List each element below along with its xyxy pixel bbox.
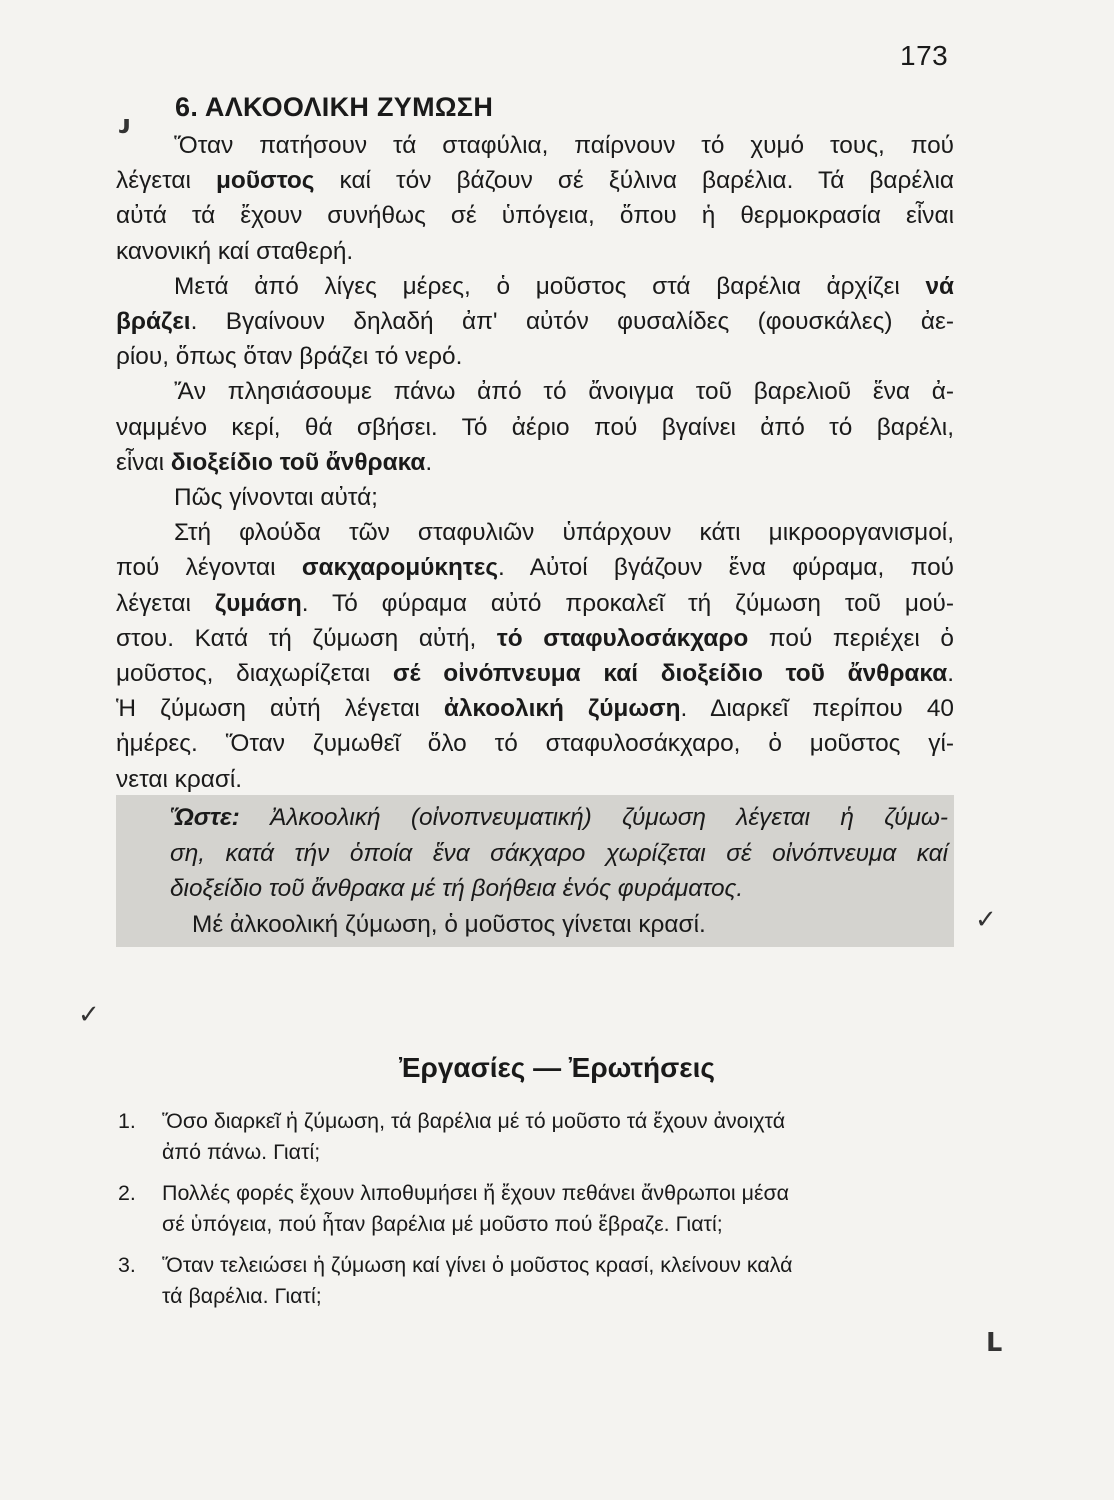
paragraph-1 (116, 128, 954, 269)
paragraph-3 (116, 374, 954, 480)
text-run: . Διαρκεῖ περίπου 40 (680, 695, 955, 723)
margin-check-mark: ✓ (975, 905, 997, 935)
term-saccharomycetes: σακχαρομύκητες (301, 554, 499, 582)
text-line (116, 691, 954, 726)
question-number: 3. (118, 1253, 136, 1277)
margin-check-mark: ᒪ (986, 1328, 1003, 1358)
text-run: Ἀλκοολική (οἰνοπνευματική) ζύμωση λέγεται ἡ ζύμω- (239, 804, 948, 831)
text-line: νεται κρασί. (116, 765, 243, 793)
question-item (118, 1106, 958, 1168)
text-line: ρίου, ὅπως ὅταν βράζει τό νερό. (116, 343, 463, 371)
margin-check-mark: ✓ (78, 1000, 100, 1030)
page-number: 173 (900, 40, 949, 71)
question-number: 2. (118, 1181, 136, 1205)
question-item (118, 1178, 958, 1240)
margin-check-mark: ᴊ (118, 110, 131, 140)
text-line (116, 586, 954, 621)
text-run: πού περιέχει ὁ (748, 624, 954, 652)
text-line: Πῶς γίνονται αὐτά; (174, 484, 378, 512)
term-alcoholic-fermentation: ἀλκοολική ζύμωση (443, 695, 681, 723)
text-run: λέγεται (116, 167, 216, 195)
term-na: νά (925, 272, 954, 300)
summary-text (170, 800, 948, 942)
text-line: Μέ ἀλκοολική ζύμωση, ὁ μοῦστος γίνεται κρασί. (192, 910, 706, 938)
question-item (118, 1250, 958, 1312)
term-co2: διοξείδιο τοῦ ἄνθρακα (170, 448, 426, 476)
text-line: Ὅταν πατήσουν τά σταφύλια, παίρνουν τό χυμό τους, πού (174, 132, 954, 159)
text-line: ση, κατά τήν ὁποία ἕνα σάκχαρο χωρίζεται σέ οἰνόπνευμα καί (170, 839, 948, 867)
text-run: μοῦστος, διαχωρίζεται (116, 660, 393, 688)
text-line: Πολλές φορές ἔχουν λιποθυμήσει ἤ ἔχουν πεθάνει ἄνθρωποι μέσα (162, 1181, 790, 1205)
text-line (116, 445, 954, 480)
text-line: αὐτά τά ἔχουν συνήθως σέ ὑπόγεια, ὅπου ἡ θερμοκρασία εἶναι (116, 202, 954, 230)
text-line: κανονική καί σταθερή. (116, 237, 354, 265)
text-line: τά βαρέλια. Γιατί; (162, 1284, 322, 1308)
text-run: εἶναι (116, 448, 171, 476)
text-line: ναμμένο κερί, θά σβήσει. Τό ἀέριο πού βγαίνει ἀπό τό βαρέλι, (116, 413, 954, 441)
text-run: στου. Κατά τή ζύμωση αὐτή, (116, 624, 497, 652)
text-run: λέγεται (116, 589, 215, 617)
body-text-top (116, 128, 954, 797)
paragraph-4 (116, 480, 954, 515)
text-run: . Αὐτοί βγάζουν ἕνα φύραμα, πού (498, 554, 954, 582)
text-line: Ὅταν τελειώσει ἡ ζύμωση καί γίνει ὁ μοῦστος κρασί, κλείνουν καλά (162, 1253, 793, 1277)
term-mustos: μοῦστος (216, 167, 315, 195)
term-grape-sugar: τό σταφυλοσάκχαρο (496, 624, 749, 652)
text-line: Ἄν πλησιάσουμε πάνω ἀπό τό ἄνοιγμα τοῦ βαρελιοῦ ἕνα ἀ- (174, 378, 954, 406)
text-line: διοξείδιο τοῦ ἄνθρακα μέ τή βοήθεια ἑνός φυράματος. (170, 875, 744, 902)
question-list (118, 1106, 958, 1322)
text-line (116, 163, 954, 198)
text-run: . Βγαίνουν δηλαδή ἀπ' αὐτόν φυσαλίδες (φουσκάλες) ἀε- (190, 308, 954, 336)
term-zymase: ζυμάση (214, 589, 302, 617)
text-line (116, 269, 954, 304)
text-line: ἀπό πάνω. Γιατί; (162, 1140, 321, 1164)
text-run: πού λέγονται (116, 554, 302, 582)
section-title: 6. ΑΛΚΟΟΛΙΚΗ ΖΥΜΩΣΗ (175, 92, 494, 122)
exercises-title: Ἐργασίες — Ἐρωτήσεις (399, 1052, 715, 1083)
term-vrazei: βράζει (116, 308, 191, 336)
text-line (116, 656, 954, 691)
text-run: καί τόν βάζουν σέ ξύλινα βαρέλια. Τά βαρέλια (314, 167, 954, 195)
question-number: 1. (118, 1109, 136, 1133)
text-run: . (425, 448, 433, 476)
text-line: σέ ὑπόγεια, πού ἦταν βαρέλια μέ μοῦστο πού ἔβραζε. Γιατί; (162, 1212, 723, 1236)
text-line (116, 304, 954, 339)
text-line: Στή φλούδα τῶν σταφυλιῶν ὑπάρχουν κάτι μικροοργανισμοί, (174, 519, 954, 547)
text-run: Ἡ ζύμωση αὐτή λέγεται (116, 695, 444, 723)
summary-lead: Ὥστε: (170, 804, 240, 831)
text-line: ἡμέρες. Ὅταν ζυμωθεῖ ὅλο τό σταφυλοσάκχαρο, ὁ μοῦστος γί- (116, 730, 954, 758)
text-line (116, 550, 954, 585)
text-line: Ὅσο διαρκεῖ ἡ ζύμωση, τά βαρέλια μέ τό μοῦστο τά ἔχουν ἀνοιχτά (162, 1109, 786, 1133)
text-run: Μετά ἀπό λίγες μέρες, ὁ μοῦστος στά βαρέλια ἀρχίζει (174, 272, 926, 300)
term-alcohol-co2: σέ οἰνόπνευμα καί διοξείδιο τοῦ ἄνθρακα (392, 660, 948, 688)
text-line (170, 800, 948, 836)
text-run: . Τό φύραμα αὐτό προκαλεῖ τή ζύμωση τοῦ μού- (301, 589, 954, 617)
text-line (116, 621, 954, 656)
paragraph-5 (116, 515, 954, 797)
text-run: . (947, 660, 954, 688)
paragraph-2 (116, 269, 954, 375)
